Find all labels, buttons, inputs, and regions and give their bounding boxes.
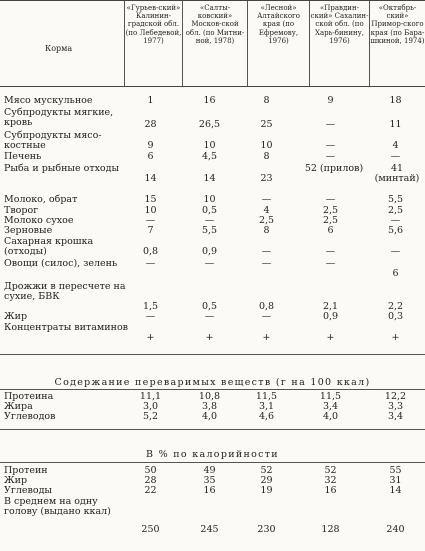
cell: 10 bbox=[260, 140, 273, 151]
cell: 41 (минтай) bbox=[374, 163, 420, 184]
feed-label: Овощи (силос), зелень bbox=[4, 258, 118, 269]
cell: 11,1 bbox=[139, 391, 162, 402]
cell: 3,8 bbox=[201, 401, 218, 412]
cell: 25 bbox=[260, 119, 273, 130]
cell: — bbox=[145, 258, 156, 269]
cell: 14 bbox=[389, 485, 402, 496]
cell: — bbox=[325, 119, 336, 130]
cell: 23 bbox=[260, 173, 273, 184]
cell: 4,5 bbox=[201, 151, 218, 162]
divider bbox=[0, 354, 425, 355]
cell: 28 bbox=[144, 119, 157, 130]
cell: 6 bbox=[147, 151, 154, 162]
calorie-label: Углеводы bbox=[4, 485, 52, 496]
feed-label: Молоко сухое bbox=[4, 215, 74, 226]
cell: 10 bbox=[203, 140, 216, 151]
farm-header-gurievsky: «Гурьев-ский» Калинин-градской обл. (по Лебедевой, 1977) bbox=[125, 4, 182, 45]
feed-label: Жир bbox=[4, 311, 28, 322]
feed-label: Печень bbox=[4, 151, 42, 162]
cell: 16 bbox=[324, 485, 337, 496]
cell: 3,4 bbox=[322, 401, 339, 412]
cell: 4,6 bbox=[258, 411, 275, 422]
cell: — bbox=[390, 246, 401, 257]
feed-label: Рыба и рыбные отходы bbox=[4, 163, 120, 174]
cell: 0,3 bbox=[387, 311, 404, 322]
cell: 49 bbox=[203, 465, 216, 476]
cell: 9 bbox=[327, 95, 334, 106]
cell: 0,9 bbox=[322, 311, 339, 322]
cell: 15 bbox=[144, 194, 157, 205]
cell: 14 bbox=[203, 173, 216, 184]
cell: 2,5 bbox=[387, 205, 404, 216]
feed-label: Сахарная крошка (отходы) bbox=[4, 236, 94, 257]
cell: 8 bbox=[263, 151, 270, 162]
cell: 10,8 bbox=[198, 391, 221, 402]
farm-header-pravdinsky: «Правдин-ский» Сахалин-ской обл. (по Харь-бинину, 1976) bbox=[310, 4, 369, 45]
cell: 22 bbox=[144, 485, 157, 496]
table-header bbox=[0, 0, 425, 87]
cell: — bbox=[325, 140, 336, 151]
cell: 2,2 bbox=[387, 301, 404, 312]
feed-label: Мясо мускульное bbox=[4, 95, 93, 106]
cell: 1,5 bbox=[142, 301, 159, 312]
cell: 0,5 bbox=[201, 301, 218, 312]
cell: 128 bbox=[321, 524, 340, 535]
feed-label: Субпродукты мясо-костные bbox=[4, 130, 102, 151]
cell: 4,0 bbox=[322, 411, 339, 422]
cell: 6 bbox=[392, 268, 399, 279]
cell: 12,2 bbox=[384, 391, 407, 402]
cell: — bbox=[145, 311, 156, 322]
cell: — bbox=[325, 194, 336, 205]
cell: — bbox=[145, 215, 156, 226]
cell: 11 bbox=[389, 119, 402, 130]
feed-label: Дрожжи в пересчете на сухие, БВК bbox=[4, 281, 126, 302]
cell: 52 (прилов) bbox=[304, 163, 364, 174]
cell: 230 bbox=[257, 524, 276, 535]
cell: 5,5 bbox=[387, 194, 404, 205]
farm-header-lesnoy: «Лесной» Алтайского края (по Ефремову, 1976) bbox=[257, 4, 300, 45]
cell: 1 bbox=[147, 95, 154, 106]
cell: 4 bbox=[263, 205, 270, 216]
calorie-label: Протеин bbox=[4, 465, 48, 476]
cell: 3,3 bbox=[387, 401, 404, 412]
cell: — bbox=[204, 311, 215, 322]
cell: 10 bbox=[203, 194, 216, 205]
calorie-label: В среднем на одну голову (выдано ккал) bbox=[4, 496, 111, 517]
cell: 31 bbox=[389, 475, 402, 486]
feed-label: Молоко, обрат bbox=[4, 194, 78, 205]
cell: 35 bbox=[203, 475, 216, 486]
cell: 5,2 bbox=[142, 411, 159, 422]
cell: 2,5 bbox=[322, 205, 339, 216]
calorie-title: В % по калорийности bbox=[146, 449, 279, 460]
cell: + bbox=[205, 332, 214, 343]
cell: 9 bbox=[147, 140, 154, 151]
digestible-title: Содержание переваримых веществ (г на 100 ккал) bbox=[54, 377, 371, 388]
cell: 16 bbox=[203, 95, 216, 106]
digestible-label: Жира bbox=[4, 401, 33, 412]
cell: — bbox=[390, 215, 401, 226]
cell: 19 bbox=[260, 485, 273, 496]
cell: — bbox=[204, 258, 215, 269]
cell: + bbox=[326, 332, 335, 343]
divider bbox=[0, 429, 425, 430]
cell: 14 bbox=[144, 173, 157, 184]
cell: + bbox=[146, 332, 155, 343]
cell: 245 bbox=[200, 524, 219, 535]
cell: 55 bbox=[389, 465, 402, 476]
cell: 4,0 bbox=[201, 411, 218, 422]
digestible-label: Протеина bbox=[4, 391, 54, 402]
cell: 3,1 bbox=[258, 401, 275, 412]
farm-header-saltykovsky: «Салты-ковский» Москов-ской обл. (по Митни-ной, 1978) bbox=[185, 4, 245, 45]
cell: + bbox=[391, 332, 400, 343]
cell: — bbox=[325, 246, 336, 257]
cell: — bbox=[261, 258, 272, 269]
cell: 32 bbox=[324, 475, 337, 486]
cell: 0,5 bbox=[201, 205, 218, 216]
cell: 11,5 bbox=[255, 391, 278, 402]
cell: + bbox=[262, 332, 271, 343]
cell: 52 bbox=[260, 465, 273, 476]
cell: — bbox=[261, 194, 272, 205]
cell: 0,8 bbox=[142, 246, 159, 257]
cell: 3,0 bbox=[142, 401, 159, 412]
cell: 250 bbox=[141, 524, 160, 535]
cell: 28 bbox=[144, 475, 157, 486]
calorie-label: Жир bbox=[4, 475, 28, 486]
cell: 29 bbox=[260, 475, 273, 486]
cell: 0,9 bbox=[201, 246, 218, 257]
cell: 52 bbox=[324, 465, 337, 476]
feed-label: Субпродукты мягкие, кровь bbox=[4, 107, 114, 128]
feed-label: Концентраты витаминов bbox=[4, 322, 129, 333]
cell: — bbox=[325, 258, 336, 269]
feeds-column-header: Корма bbox=[45, 44, 73, 53]
cell: 26,5 bbox=[198, 119, 221, 130]
divider bbox=[0, 389, 425, 390]
digestible-label: Углеводов bbox=[4, 411, 56, 422]
cell: 2,1 bbox=[322, 301, 339, 312]
cell: 240 bbox=[386, 524, 405, 535]
cell: — bbox=[204, 215, 215, 226]
cell: 50 bbox=[144, 465, 157, 476]
cell: 16 bbox=[203, 485, 216, 496]
cell: 8 bbox=[263, 95, 270, 106]
cell: 8 bbox=[263, 225, 270, 236]
cell: 4 bbox=[392, 140, 399, 151]
cell: 0,8 bbox=[258, 301, 275, 312]
cell: 11,5 bbox=[319, 391, 342, 402]
cell: 5,6 bbox=[387, 225, 404, 236]
cell: 18 bbox=[389, 95, 402, 106]
feed-label: Творог bbox=[4, 205, 39, 216]
cell: 2,5 bbox=[258, 215, 275, 226]
cell: 2,5 bbox=[322, 215, 339, 226]
feed-label: Зерновые bbox=[4, 225, 53, 236]
cell: 3,4 bbox=[387, 411, 404, 422]
farm-header-oktyabrsky: «Октябрь-ский» Примор-ского края (по Бара-шкиной, 1974) bbox=[370, 4, 425, 45]
cell: — bbox=[261, 311, 272, 322]
cell: — bbox=[261, 246, 272, 257]
cell: 10 bbox=[144, 205, 157, 216]
divider bbox=[0, 462, 425, 463]
cell: 5,5 bbox=[201, 225, 218, 236]
cell: 7 bbox=[147, 225, 154, 236]
cell: 6 bbox=[327, 225, 334, 236]
cell: — bbox=[325, 151, 336, 162]
cell: — bbox=[390, 151, 401, 162]
